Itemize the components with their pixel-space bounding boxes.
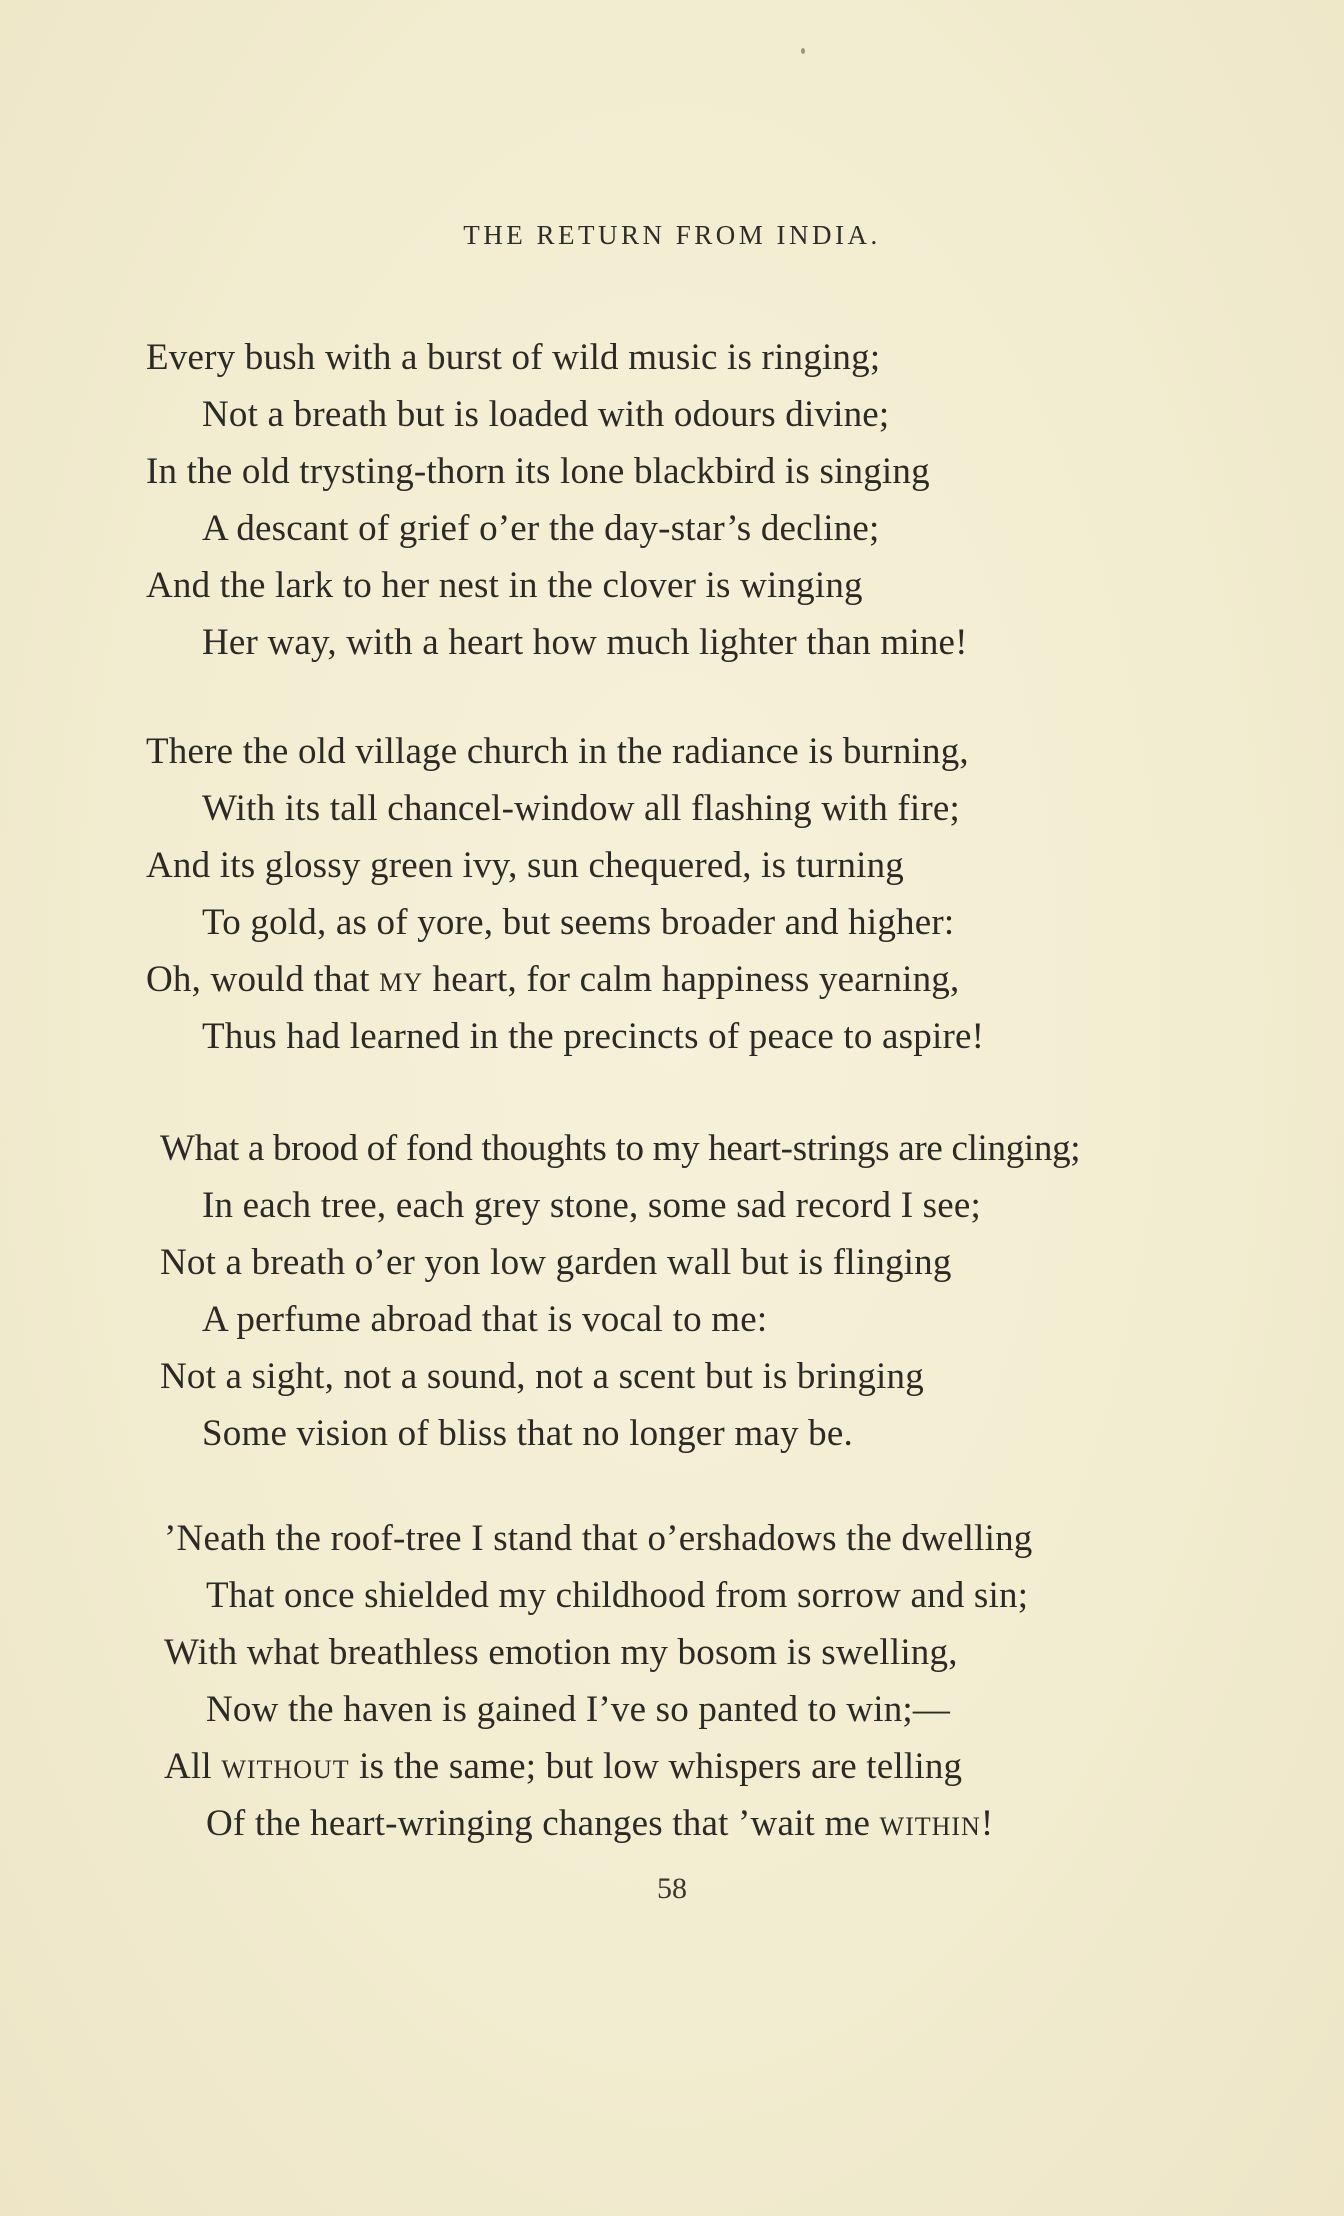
- verse-line: In the old trysting-thorn its lone blackbird is singing: [146, 451, 930, 492]
- small-caps-word: within: [879, 1803, 981, 1844]
- verse-line: Not a breath o’er yon low garden wall but is flinging: [160, 1242, 952, 1283]
- verse-line: [164, 1745, 962, 1789]
- verse-line: What a brood of fond thoughts to my heart-strings are clinging;: [160, 1128, 1081, 1169]
- verse-line: Not a breath but is loaded with odours divine;: [202, 394, 890, 435]
- verse-line: ’Neath the roof-tree I stand that o’ershadows the dwelling: [164, 1518, 1033, 1559]
- verse-segment: heart, for calm happiness yearning,: [423, 959, 960, 1000]
- verse-line: Now the haven is gained I’ve so panted to win;—: [206, 1689, 951, 1730]
- verse-line: Thus had learned in the precincts of peace to aspire!: [202, 1016, 985, 1057]
- verse-line: Some vision of bliss that no longer may be.: [202, 1413, 853, 1454]
- verse-line: A descant of grief o’er the day-star’s decline;: [202, 508, 880, 549]
- verse-line: [206, 1802, 993, 1846]
- running-head: THE RETURN FROM INDIA.: [463, 220, 881, 250]
- verse-segment: Oh, would that: [146, 959, 380, 1000]
- verse-segment: All: [164, 1746, 222, 1787]
- verse-line: [146, 958, 959, 1002]
- verse-segment: Of the heart-wringing changes that ’wait me: [206, 1803, 880, 1844]
- verse-line: Her way, with a heart how much lighter than mine!: [202, 622, 968, 663]
- verse-line: With its tall chancel-window all flashing with fire;: [202, 788, 960, 829]
- verse-line: A perfume abroad that is vocal to me:: [202, 1299, 768, 1340]
- small-caps-word: my: [379, 959, 424, 1000]
- page-number: 58: [657, 1872, 687, 1905]
- verse-line: To gold, as of yore, but seems broader and higher:: [202, 902, 955, 943]
- paper-speck: [801, 48, 805, 54]
- verse-segment: !: [980, 1803, 994, 1844]
- verse-line: With what breathless emotion my bosom is swelling,: [164, 1632, 958, 1673]
- verse-line: And its glossy green ivy, sun chequered, is turning: [146, 845, 904, 886]
- verse-segment: is the same; but low whispers are telling: [349, 1746, 963, 1787]
- verse-line: And the lark to her nest in the clover is winging: [146, 565, 863, 606]
- verse-line: There the old village church in the radiance is burning,: [146, 731, 969, 772]
- verse-line: Every bush with a burst of wild music is ringing;: [146, 337, 881, 378]
- verse-line: That once shielded my childhood from sorrow and sin;: [206, 1575, 1029, 1616]
- small-caps-word: without: [221, 1746, 350, 1787]
- verse-line: In each tree, each grey stone, some sad record I see;: [202, 1185, 982, 1226]
- verse-line: Not a sight, not a sound, not a scent but is bringing: [160, 1356, 924, 1397]
